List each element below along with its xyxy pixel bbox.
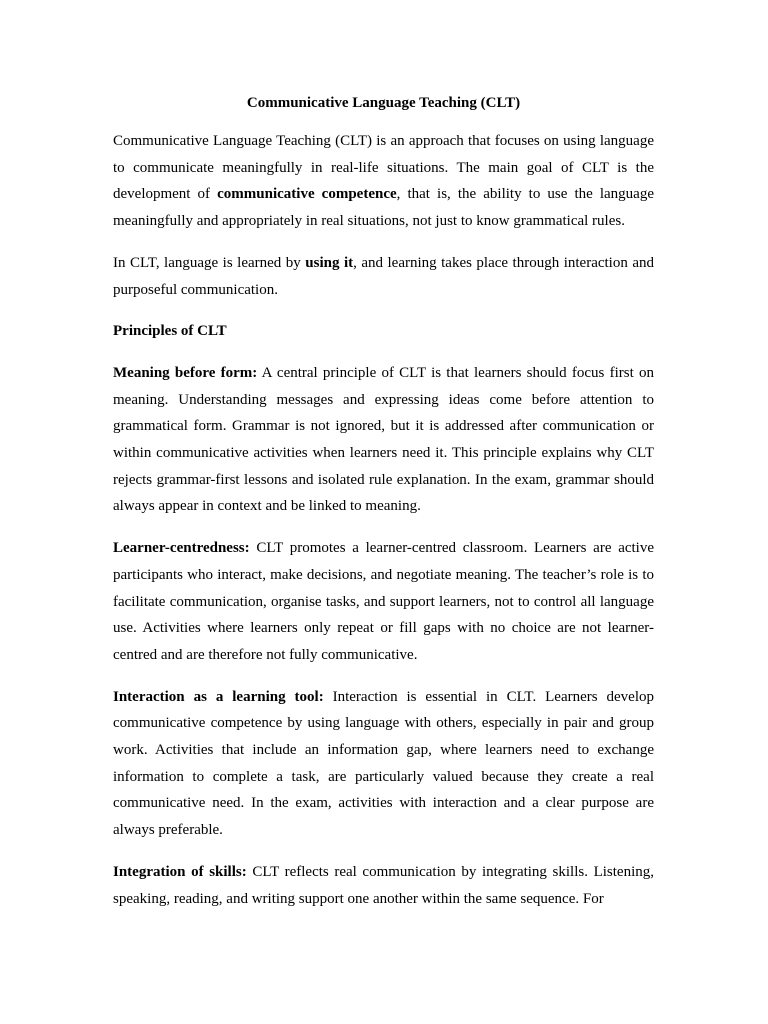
document-page (113, 92, 654, 927)
principle-learner-centredness (113, 535, 654, 669)
principle-text: CLT reflects real communication by integrating skills. Listening, speaking, reading, and writing support one another within the same sequence. For (113, 863, 654, 907)
intro-p2-text-before: In CLT, language is learned by (113, 254, 306, 271)
principle-term: Learner-centredness: (113, 540, 250, 557)
intro-p1-text-before: Communicative Language Teaching (CLT) is an approach that focuses on using language to communicate meaningfully in real-life situations. The main goal of CLT is the development of (113, 133, 654, 203)
principle-interaction (113, 684, 654, 844)
intro-paragraph-2 (113, 250, 654, 303)
principle-term: Interaction as a learning tool: (113, 688, 324, 705)
principle-text: CLT promotes a learner-centred classroom. Learners are active participants who interact, make decisions, and negotiate meaning. The teacher’s role is to facilitate communication, organise tasks, and support learners, not to control all language use. Activities where learners only repeat or fill gaps with no choice are not learner-centred and are therefore not fully communicative. (113, 540, 654, 663)
principle-text: A central principle of CLT is that learners should focus first on meaning. Understanding messages and expressing ideas come before attention to grammatical form. Grammar is not ignored, but it is addressed after communication or within communicative activities when learners need it. This principle explains why CLT rejects grammar-first lessons and isolated rule explanation. In the exam, grammar should always appear in context and be linked to meaning. (113, 364, 654, 515)
principle-integration-of-skills (113, 859, 654, 912)
intro-p2-bold-term: using it (305, 254, 354, 271)
principle-term: Meaning before form: (113, 364, 258, 381)
intro-p1-text-after: , that is, the ability to use the language meaningfully and appropriately in real situations, not just to know grammatical rules. (113, 186, 654, 230)
intro-p2-text-after: , and learning takes place through interaction and purposeful communication. (113, 254, 654, 298)
document-title: Communicative Language Teaching (CLT) (246, 95, 521, 111)
principles-heading: Principles of CLT (113, 323, 227, 340)
intro-paragraph-1 (113, 128, 654, 235)
principle-text: Interaction is essential in CLT. Learners develop communicative competence by using language with others, especially in pair and group work. Activities that include an information gap, where learners need to exchange information to complete a task, are particularly valued because they create a real communicative need. In the exam, activities with interaction and a clear purpose are always preferable. (113, 688, 654, 839)
intro-p1-bold-term: communicative competence (217, 186, 397, 203)
principle-meaning-before-form (113, 360, 654, 520)
principle-term: Integration of skills: (113, 863, 247, 880)
